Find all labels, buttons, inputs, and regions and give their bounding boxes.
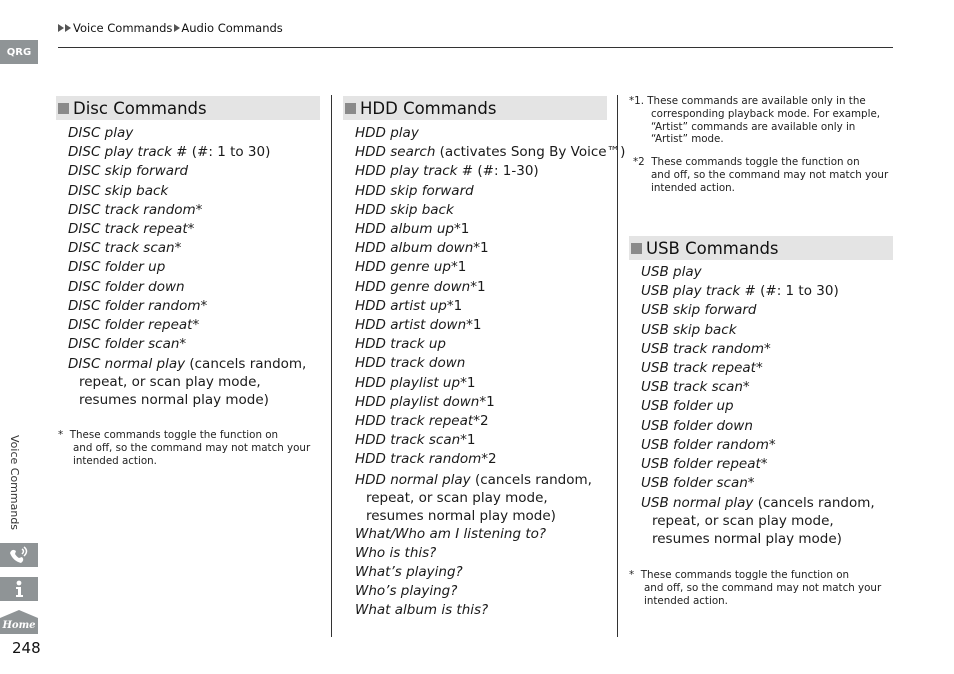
disc-heading	[56, 96, 320, 120]
command-note: *1	[450, 259, 467, 276]
command-item	[355, 525, 605, 544]
command-item	[355, 162, 605, 181]
usb-section	[629, 236, 893, 608]
command-phrase: What/Who am I listening to?	[355, 525, 547, 542]
command-phrase: HDD track scan	[355, 432, 461, 449]
section-label: Voice Commands	[8, 435, 21, 531]
command-phrase: USB folder random*	[641, 436, 776, 453]
footnotes-section	[629, 95, 893, 195]
page-number: 248	[12, 639, 41, 657]
command-phrase: Who’s playing?	[355, 583, 458, 600]
command-item	[68, 278, 318, 297]
command-note: *2	[481, 451, 497, 468]
command-item	[641, 263, 891, 282]
info-icon[interactable]	[0, 577, 38, 601]
footnote-line: “Artist” mode.	[651, 133, 724, 146]
command-item	[641, 436, 891, 455]
command-item	[355, 182, 605, 201]
command-phrase: HDD track up	[355, 336, 447, 353]
command-item	[641, 282, 891, 301]
command-phrase: HDD album up	[355, 221, 454, 238]
command-item	[68, 220, 318, 239]
command-note: (cancels random, repeat, or scan play mode, resumes normal play mode)	[366, 471, 592, 524]
command-phrase: DISC folder up	[68, 259, 166, 276]
footnote-2	[629, 156, 893, 194]
command-item	[68, 239, 318, 258]
command-item	[355, 412, 605, 431]
command-item	[68, 182, 318, 201]
usb-footnote	[629, 569, 893, 607]
command-phrase: HDD playlist down	[355, 393, 480, 410]
hdd-heading	[343, 96, 607, 120]
command-phrase: DISC track scan*	[68, 240, 182, 257]
command-item	[68, 355, 318, 409]
command-phrase: USB track random*	[641, 340, 771, 357]
command-phrase: USB folder scan*	[641, 475, 755, 492]
command-phrase: HDD search	[355, 144, 436, 161]
command-phrase: USB play track #	[641, 283, 756, 300]
section-marker-icon	[58, 103, 69, 114]
arrow-right-icon	[65, 24, 71, 32]
command-note: *1	[470, 278, 486, 295]
command-item	[641, 378, 891, 397]
command-item	[68, 335, 318, 354]
command-phrase: HDD skip forward	[355, 182, 474, 199]
command-note: *1	[479, 393, 495, 410]
command-phrase: HDD artist up	[355, 297, 447, 314]
command-phrase: USB play	[641, 264, 702, 280]
usb-heading	[629, 236, 893, 260]
command-phrase: USB skip forward	[641, 302, 757, 319]
voice-icon[interactable]	[0, 543, 38, 567]
command-item	[641, 397, 891, 416]
command-phrase: HDD genre down	[355, 278, 471, 295]
command-item	[355, 544, 605, 563]
header-divider	[58, 47, 893, 48]
command-phrase: HDD playlist up	[355, 374, 461, 391]
command-item	[68, 143, 318, 162]
command-item	[641, 321, 891, 340]
section-title: Disc Commands	[73, 98, 207, 118]
command-item	[355, 374, 605, 393]
breadcrumb	[58, 21, 285, 35]
command-phrase: DISC skip back	[68, 182, 169, 199]
command-note: (#: 1 to 30)	[755, 283, 839, 300]
command-phrase: DISC folder random*	[68, 297, 208, 314]
footnote-mark: *	[58, 429, 64, 442]
footnote-line: “Artist” commands are available only in	[651, 120, 856, 133]
command-phrase: HDD track repeat	[355, 413, 474, 430]
command-phrase: HDD album down	[355, 240, 474, 257]
command-note: *2	[473, 413, 489, 430]
command-item	[355, 563, 605, 582]
command-item	[68, 258, 318, 277]
command-item	[68, 162, 318, 181]
command-phrase: DISC track random*	[68, 201, 203, 218]
section-title: USB Commands	[646, 238, 779, 258]
section-marker-icon	[631, 243, 642, 254]
command-item	[355, 220, 605, 239]
hdd-command-list	[343, 124, 626, 621]
command-phrase: DISC folder down	[68, 278, 185, 295]
footnote-line: These commands toggle the function on	[651, 156, 860, 169]
usb-command-list	[629, 263, 891, 548]
command-phrase: What’s playing?	[355, 564, 463, 581]
command-phrase: USB folder up	[641, 398, 734, 415]
command-item	[641, 359, 891, 378]
command-note: (activates Song By Voice™)	[435, 144, 626, 161]
home-icon[interactable]	[0, 608, 38, 634]
command-phrase: HDD play	[355, 125, 419, 141]
command-item	[355, 393, 605, 412]
command-item	[355, 601, 605, 620]
hdd-section	[343, 96, 626, 621]
command-item	[355, 278, 605, 297]
arrow-right-icon	[174, 24, 180, 32]
command-item	[355, 297, 605, 316]
command-note: (cancels random, repeat, or scan play mode, resumes normal play mode)	[652, 495, 875, 548]
command-phrase: DISC folder repeat*	[68, 317, 200, 334]
command-phrase: HDD genre up	[355, 259, 451, 276]
command-phrase: DISC play	[68, 125, 134, 141]
command-phrase: USB normal play	[641, 495, 754, 512]
command-item	[355, 471, 605, 525]
command-note: *1	[453, 221, 470, 238]
footnote-line: corresponding playback mode. For example,	[651, 107, 881, 120]
command-phrase: USB skip back	[641, 321, 737, 338]
command-note: *1	[473, 240, 489, 257]
command-phrase: Who is this?	[355, 544, 437, 561]
arrow-right-icon	[58, 24, 64, 32]
command-item	[355, 124, 605, 143]
command-item	[355, 335, 605, 354]
command-phrase: DISC normal play	[68, 356, 186, 373]
command-phrase: HDD track down	[355, 355, 466, 372]
command-phrase: USB folder down	[641, 417, 753, 434]
footnote-line: intended action.	[644, 595, 728, 608]
command-phrase: USB folder repeat*	[641, 456, 768, 473]
command-note: *1	[460, 432, 476, 449]
command-phrase: DISC track repeat*	[68, 221, 195, 238]
command-item	[355, 582, 605, 601]
command-note: *1	[466, 317, 482, 334]
command-item	[641, 340, 891, 359]
command-phrase: HDD artist down	[355, 317, 467, 334]
disc-footnote	[56, 429, 320, 467]
footnote-mark: *2	[633, 156, 645, 169]
disc-command-list	[56, 124, 318, 409]
command-phrase: DISC play track #	[68, 144, 188, 161]
command-phrase: DISC folder scan*	[68, 336, 187, 353]
breadcrumb-item[interactable]: Voice Commands	[73, 21, 173, 35]
footnote-line: These commands are available only in the	[647, 95, 866, 107]
command-item	[641, 417, 891, 436]
command-item	[641, 455, 891, 474]
command-note: (#: 1 to 30)	[187, 144, 271, 161]
command-note: *1	[446, 297, 463, 314]
command-item	[68, 316, 318, 335]
command-item	[641, 301, 891, 320]
command-phrase: HDD skip back	[355, 201, 454, 218]
command-item	[355, 143, 626, 162]
column-divider	[617, 95, 618, 637]
command-note: *1	[460, 374, 476, 391]
section-marker-icon	[345, 103, 356, 114]
command-item	[355, 239, 605, 258]
command-item	[355, 201, 605, 220]
command-item	[68, 297, 318, 316]
footnote-line: intended action.	[73, 455, 157, 468]
footnote-line: and off, so the command may not match your	[651, 168, 889, 181]
command-phrase: HDD play track #	[355, 163, 474, 180]
column-divider	[331, 95, 332, 637]
command-note: (#: 1-30)	[473, 163, 539, 180]
footnote-line: and off, so the command may not match your	[644, 582, 882, 595]
qrg-tab[interactable]: QRG	[0, 40, 38, 64]
footnote-line: intended action.	[651, 181, 735, 194]
command-phrase: HDD normal play	[355, 471, 471, 488]
command-item	[641, 474, 891, 493]
command-item	[68, 201, 318, 220]
footnote-mark: *1.	[629, 95, 644, 107]
command-phrase: DISC skip forward	[68, 163, 189, 180]
command-phrase: What album is this?	[355, 602, 489, 619]
command-note: (cancels random, repeat, or scan play mode, resumes normal play mode)	[79, 356, 307, 409]
disc-section	[56, 96, 320, 468]
command-phrase: HDD track random	[355, 451, 482, 468]
footnote-mark: *	[629, 569, 635, 582]
home-label: Home	[2, 620, 36, 631]
command-item	[355, 450, 605, 469]
command-phrase: USB track scan*	[641, 379, 750, 396]
footnote-line: and off, so the command may not match your	[73, 442, 311, 455]
command-phrase: USB track repeat*	[641, 360, 763, 377]
command-item	[641, 494, 891, 548]
section-title: HDD Commands	[360, 98, 497, 118]
footnote-line: These commands toggle the function on	[69, 429, 279, 442]
breadcrumb-item[interactable]: Audio Commands	[181, 21, 283, 35]
command-item	[355, 258, 605, 277]
command-item	[68, 124, 318, 143]
command-item	[355, 316, 605, 335]
footnote-1	[629, 95, 893, 146]
footnote-line: These commands toggle the function on	[640, 569, 850, 582]
command-item	[355, 354, 605, 373]
command-item	[355, 431, 605, 450]
